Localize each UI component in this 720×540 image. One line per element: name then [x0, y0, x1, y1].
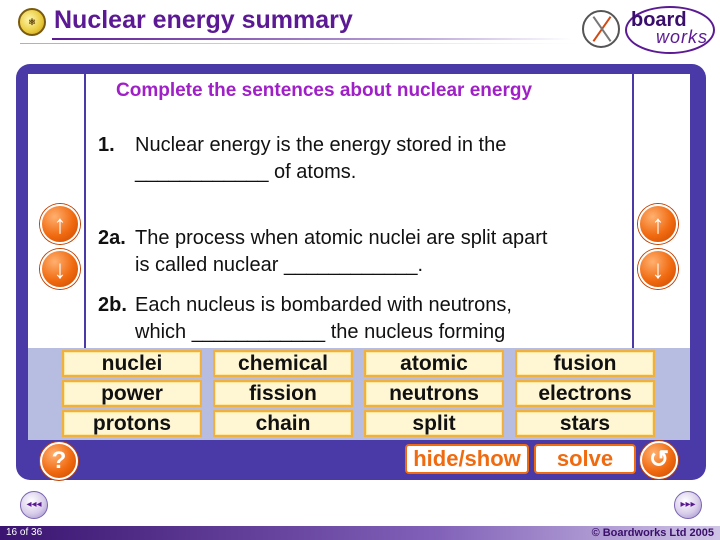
question-number: 2b. — [98, 294, 127, 316]
word-tile[interactable]: atomic — [364, 350, 504, 377]
compass-icon — [582, 10, 620, 48]
undo-icon[interactable]: ↺ — [640, 441, 678, 479]
solve-button[interactable]: solve — [534, 444, 636, 474]
title-underline — [52, 38, 572, 40]
question-text-line1: The process when atomic nuclei are split apart — [135, 227, 548, 249]
question-text-line2: which ____________ the nucleus forming — [135, 321, 506, 343]
word-tile[interactable]: split — [364, 410, 504, 437]
word-tile[interactable]: nuclei — [62, 350, 202, 377]
word-tile[interactable]: fission — [213, 380, 353, 407]
word-tile[interactable]: chemical — [213, 350, 353, 377]
hide-show-button[interactable]: hide/show — [405, 444, 529, 474]
left-scroll-up-arrow-icon[interactable]: ↑ — [40, 204, 80, 244]
page-number: 16 of 36 — [6, 527, 43, 538]
question-number: 1. — [98, 134, 115, 156]
left-scroll-down-arrow-icon[interactable]: ↓ — [40, 249, 80, 289]
word-tile[interactable]: chain — [213, 410, 353, 437]
atom-badge-icon: ⚛ — [18, 8, 46, 36]
question-number: 2a. — [98, 227, 126, 249]
right-scroll-down-arrow-icon[interactable]: ↓ — [638, 249, 678, 289]
brand-logo-works: works — [656, 27, 709, 47]
question-text-line2: ____________ of atoms. — [135, 161, 357, 183]
copyright: © Boardworks Ltd 2005 — [591, 527, 714, 539]
word-tile[interactable]: neutrons — [364, 380, 504, 407]
right-scroll-up-arrow-icon[interactable]: ↑ — [638, 204, 678, 244]
activity-heading: Complete the sentences about nuclear energy — [116, 80, 533, 101]
word-tile[interactable]: electrons — [515, 380, 655, 407]
word-tile[interactable]: fusion — [515, 350, 655, 377]
next-slide-button[interactable]: ▸▸▸ — [674, 491, 702, 519]
question-text-line2: is called nuclear ____________. — [135, 254, 423, 276]
page-title: Nuclear energy summary — [54, 6, 353, 34]
brand-logo-board: board — [631, 9, 687, 31]
question-text-line1: Nuclear energy is the energy stored in the — [135, 134, 507, 156]
question-text-line1: Each nucleus is bombarded with neutrons, — [135, 294, 512, 316]
help-button[interactable]: ? — [40, 442, 78, 480]
word-tile[interactable]: power — [62, 380, 202, 407]
word-tile[interactable]: protons — [62, 410, 202, 437]
title-underline-secondary — [20, 43, 580, 44]
word-tile[interactable]: stars — [515, 410, 655, 437]
previous-slide-button[interactable]: ◂◂◂ — [20, 491, 48, 519]
